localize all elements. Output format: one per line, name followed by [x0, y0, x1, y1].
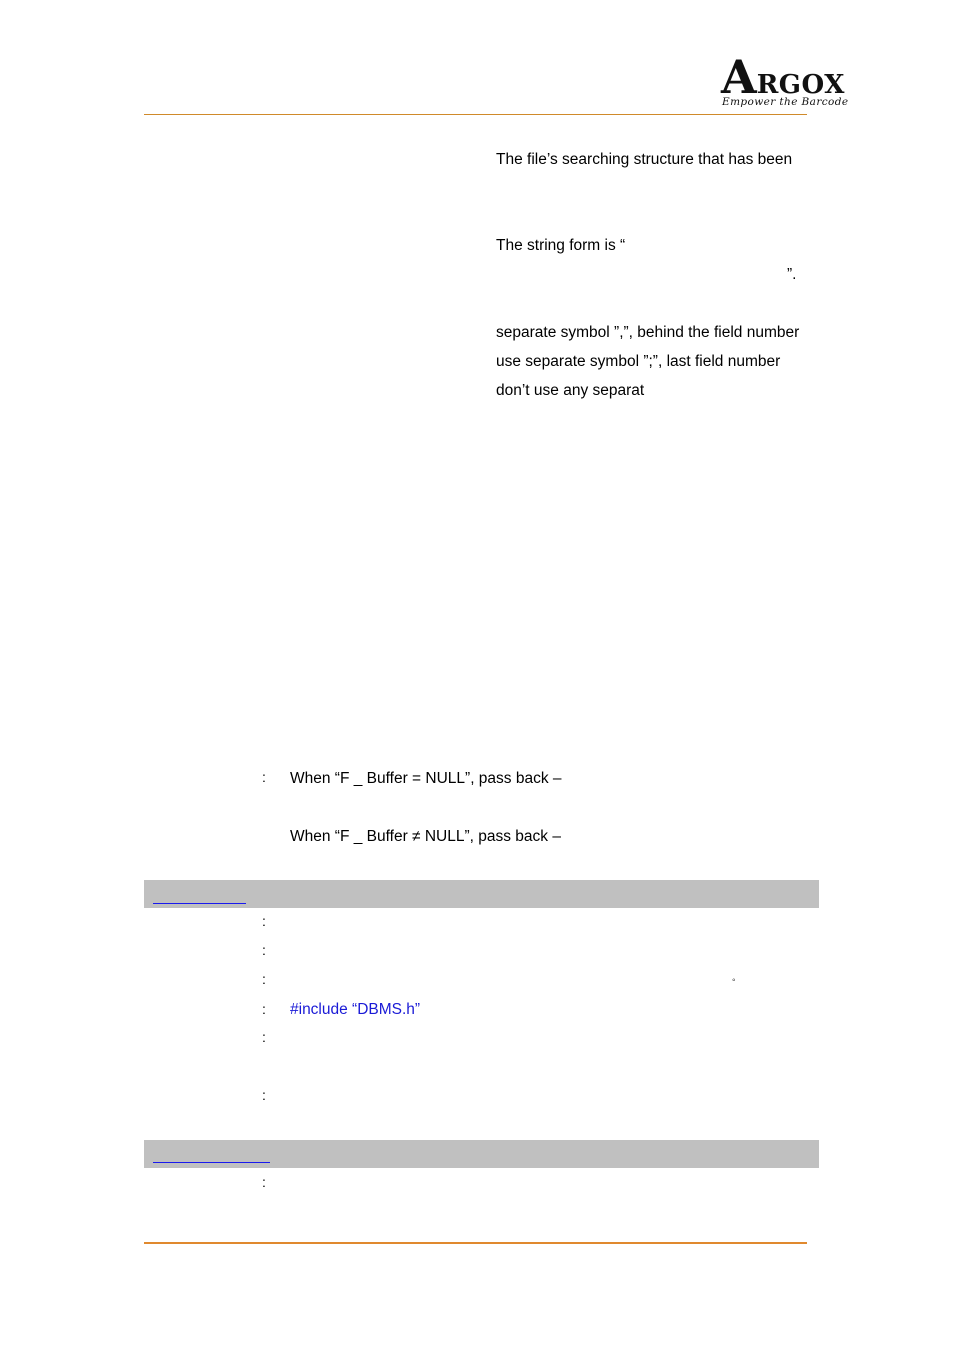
section1-colon-2: :: [262, 942, 266, 958]
description-line-2: The string form is “: [496, 237, 626, 254]
section1-colon-1: :: [262, 913, 266, 929]
footer-rule: [144, 1242, 807, 1244]
section1-colon-4: :: [262, 1001, 266, 1017]
section-header-bar-2: [144, 1140, 819, 1168]
section2-colon-1: :: [262, 1174, 266, 1190]
small-circle-mark: ◦: [732, 975, 736, 986]
section1-colon-3: :: [262, 971, 266, 987]
description-line-1: The file’s searching structure that has been: [496, 151, 793, 168]
logo-initial: A: [721, 50, 757, 104]
logo-tagline: Empower the Barcode: [722, 96, 849, 108]
section1-colon-6: :: [262, 1087, 266, 1103]
description-line-3: ”.: [787, 266, 797, 283]
return-line-null: When “F _ Buffer = NULL”, pass back –: [290, 770, 562, 787]
section1-colon-5: :: [262, 1029, 266, 1045]
return-colon: :: [262, 769, 266, 785]
description-line-4: separate symbol ”,”, behind the field number: [496, 324, 800, 341]
description-line-5: use separate symbol ”;”, last field number: [496, 353, 781, 370]
logo-rest: RGOX: [756, 70, 845, 100]
header-rule: [144, 114, 807, 115]
include-directive: #include “DBMS.h”: [290, 1001, 421, 1018]
section-link-underline-1[interactable]: [153, 903, 246, 904]
section-link-underline-2[interactable]: [153, 1162, 270, 1163]
return-line-not-null: When “F _ Buffer ≠ NULL”, pass back –: [290, 828, 561, 845]
description-line-6: don’t use any separat: [496, 382, 645, 399]
